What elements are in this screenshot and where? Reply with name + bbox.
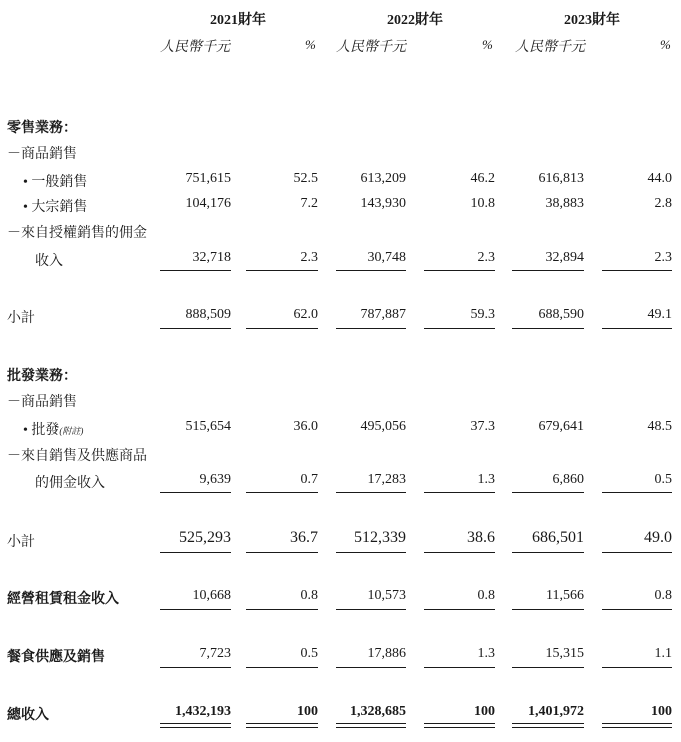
rule-2023-amount: [512, 270, 584, 271]
rule-2021-pct: [246, 609, 318, 610]
row-label-catering: 餐食供應及銷售: [7, 650, 105, 665]
cell-2022-amount: 613,209: [360, 171, 406, 186]
rule-2022-amount: [336, 667, 406, 668]
rule-2021-pct: [246, 270, 318, 271]
cell-2022-pct: 0.8: [477, 588, 495, 603]
rule-2023-pct: [602, 552, 672, 553]
cell-2023-pct: 0.8: [654, 588, 672, 603]
double-rule-2023-amount: [512, 723, 584, 728]
row-label-rental: 經營租賃租金收入: [7, 592, 119, 607]
cell-2022-amount: 787,887: [360, 307, 406, 322]
cell-2021-pct: 36.7: [290, 529, 318, 546]
cell-2021-pct: 100: [297, 704, 318, 719]
unit-header-2021: 人民幣千元: [160, 40, 230, 55]
rule-2023-amount: [512, 328, 584, 329]
cell-2022-pct: 59.3: [470, 307, 495, 322]
cell-2022-pct: 2.3: [477, 250, 495, 265]
rule-2023-pct: [602, 270, 672, 271]
row-label-general-sales: • 一般銷售: [23, 175, 88, 190]
row-label-retail-commission: 收入: [35, 254, 63, 269]
row-label-wholesale-commission: 的佣金收入: [35, 476, 105, 491]
cell-2021-amount: 104,176: [185, 196, 231, 211]
unit-header-2022: 人民幣千元: [336, 40, 406, 55]
rule-2022-pct: [424, 328, 495, 329]
cell-2023-pct: 49.1: [647, 307, 672, 322]
cell-2022-pct: 38.6: [467, 529, 495, 546]
rule-2021-amount: [160, 328, 231, 329]
retail-commission-label: －來自授權銷售的佣金: [7, 226, 147, 241]
cell-2022-amount: 17,283: [367, 472, 406, 487]
cell-2021-amount: 1,432,193: [175, 704, 231, 719]
rule-2023-amount: [512, 609, 584, 610]
cell-2021-amount: 32,718: [192, 250, 231, 265]
cell-2021-pct: 7.2: [300, 196, 318, 211]
rule-2022-pct: [424, 492, 495, 493]
rule-2023-amount: [512, 492, 584, 493]
cell-2023-pct: 44.0: [647, 171, 672, 186]
rule-2021-amount: [160, 609, 231, 610]
rule-2021-pct: [246, 552, 318, 553]
year-header-2022: 2022財年: [387, 13, 443, 28]
pct-header-2022: %: [482, 37, 493, 52]
row-label-bulk-sales: • 大宗銷售: [23, 200, 88, 215]
cell-2023-pct: 48.5: [647, 419, 672, 434]
cell-2021-amount: 888,509: [185, 307, 231, 322]
row-label-total: 總收入: [7, 708, 49, 723]
cell-2023-pct: 100: [651, 704, 672, 719]
cell-2023-amount: 686,501: [532, 529, 584, 546]
cell-2021-pct: 2.3: [300, 250, 318, 265]
wholesale-label-text: • 批發: [23, 423, 60, 438]
rule-2023-pct: [602, 609, 672, 610]
cell-2022-pct: 1.3: [477, 646, 495, 661]
rule-2022-pct: [424, 270, 495, 271]
double-rule-2021-amount: [160, 723, 231, 728]
retail-goods-label: －商品銷售: [7, 147, 77, 162]
cell-2023-amount: 38,883: [545, 196, 584, 211]
section-title-wholesale: 批發業務：: [7, 369, 77, 384]
cell-2022-amount: 495,056: [360, 419, 406, 434]
rule-2021-pct: [246, 328, 318, 329]
cell-2023-pct: 2.8: [654, 196, 672, 211]
cell-2021-pct: 0.5: [300, 646, 318, 661]
double-rule-2022-amount: [336, 723, 406, 728]
cell-2022-amount: 512,339: [354, 529, 406, 546]
rule-2021-amount: [160, 552, 231, 553]
cell-2023-amount: 11,566: [546, 588, 584, 603]
rule-2022-amount: [336, 492, 406, 493]
rule-2023-pct: [602, 667, 672, 668]
cell-2023-pct: 2.3: [654, 250, 672, 265]
cell-2021-amount: 9,639: [199, 472, 231, 487]
cell-2022-amount: 10,573: [367, 588, 406, 603]
cell-2021-amount: 525,293: [179, 529, 231, 546]
double-rule-2022-pct: [424, 723, 495, 728]
cell-2022-amount: 143,930: [360, 196, 406, 211]
rule-2022-pct: [424, 552, 495, 553]
rule-2023-pct: [602, 328, 672, 329]
rule-2022-amount: [336, 609, 406, 610]
cell-2021-pct: 0.8: [300, 588, 318, 603]
cell-2021-pct: 36.0: [293, 419, 318, 434]
cell-2023-amount: 688,590: [538, 307, 584, 322]
cell-2022-pct: 10.8: [470, 196, 495, 211]
rule-2021-amount: [160, 270, 231, 271]
pct-header-2021: %: [305, 37, 316, 52]
rule-2022-pct: [424, 667, 495, 668]
cell-2022-pct: 37.3: [470, 419, 495, 434]
cell-2022-amount: 30,748: [367, 250, 406, 265]
cell-2023-amount: 1,401,972: [528, 704, 584, 719]
cell-2023-amount: 15,315: [545, 646, 584, 661]
cell-2021-amount: 7,723: [199, 646, 231, 661]
cell-2023-amount: 616,813: [538, 171, 584, 186]
unit-header-2023: 人民幣千元: [515, 40, 585, 55]
cell-2023-amount: 6,860: [552, 472, 584, 487]
cell-2023-amount: 32,894: [545, 250, 584, 265]
wholesale-commission-label: －來自銷售及供應商品: [7, 449, 147, 464]
year-header-2023: 2023財年: [564, 13, 620, 28]
rule-2022-amount: [336, 328, 406, 329]
rule-2021-amount: [160, 667, 231, 668]
row-label-retail-subtotal: 小計: [7, 311, 35, 326]
cell-2022-pct: 100: [474, 704, 495, 719]
cell-2023-amount: 679,641: [538, 419, 584, 434]
rule-2021-amount: [160, 492, 231, 493]
pct-header-2023: %: [660, 37, 671, 52]
cell-2021-pct: 62.0: [293, 307, 318, 322]
rule-2022-amount: [336, 552, 406, 553]
cell-2023-pct: 0.5: [654, 472, 672, 487]
cell-2022-pct: 46.2: [470, 171, 495, 186]
cell-2021-pct: 52.5: [293, 171, 318, 186]
cell-2022-pct: 1.3: [477, 472, 495, 487]
year-header-2021: 2021財年: [210, 13, 266, 28]
cell-2021-amount: 515,654: [185, 419, 231, 434]
cell-2023-pct: 1.1: [654, 646, 672, 661]
rule-2023-amount: [512, 552, 584, 553]
cell-2021-pct: 0.7: [300, 472, 318, 487]
note-reference[interactable]: (附註): [59, 426, 84, 436]
double-rule-2021-pct: [246, 723, 318, 728]
row-label-wholesale: [23, 419, 83, 439]
section-title-retail: 零售業務：: [7, 121, 77, 136]
cell-2022-amount: 1,328,685: [350, 704, 406, 719]
double-rule-2023-pct: [602, 723, 672, 728]
row-label-wholesale-subtotal: 小計: [7, 535, 35, 550]
rule-2021-pct: [246, 667, 318, 668]
rule-2022-pct: [424, 609, 495, 610]
wholesale-goods-label: －商品銷售: [7, 395, 77, 410]
rule-2022-amount: [336, 270, 406, 271]
rule-2021-pct: [246, 492, 318, 493]
cell-2023-pct: 49.0: [644, 529, 672, 546]
cell-2021-amount: 751,615: [185, 171, 231, 186]
cell-2022-amount: 17,886: [367, 646, 406, 661]
cell-2021-amount: 10,668: [192, 588, 231, 603]
rule-2023-pct: [602, 492, 672, 493]
rule-2023-amount: [512, 667, 584, 668]
